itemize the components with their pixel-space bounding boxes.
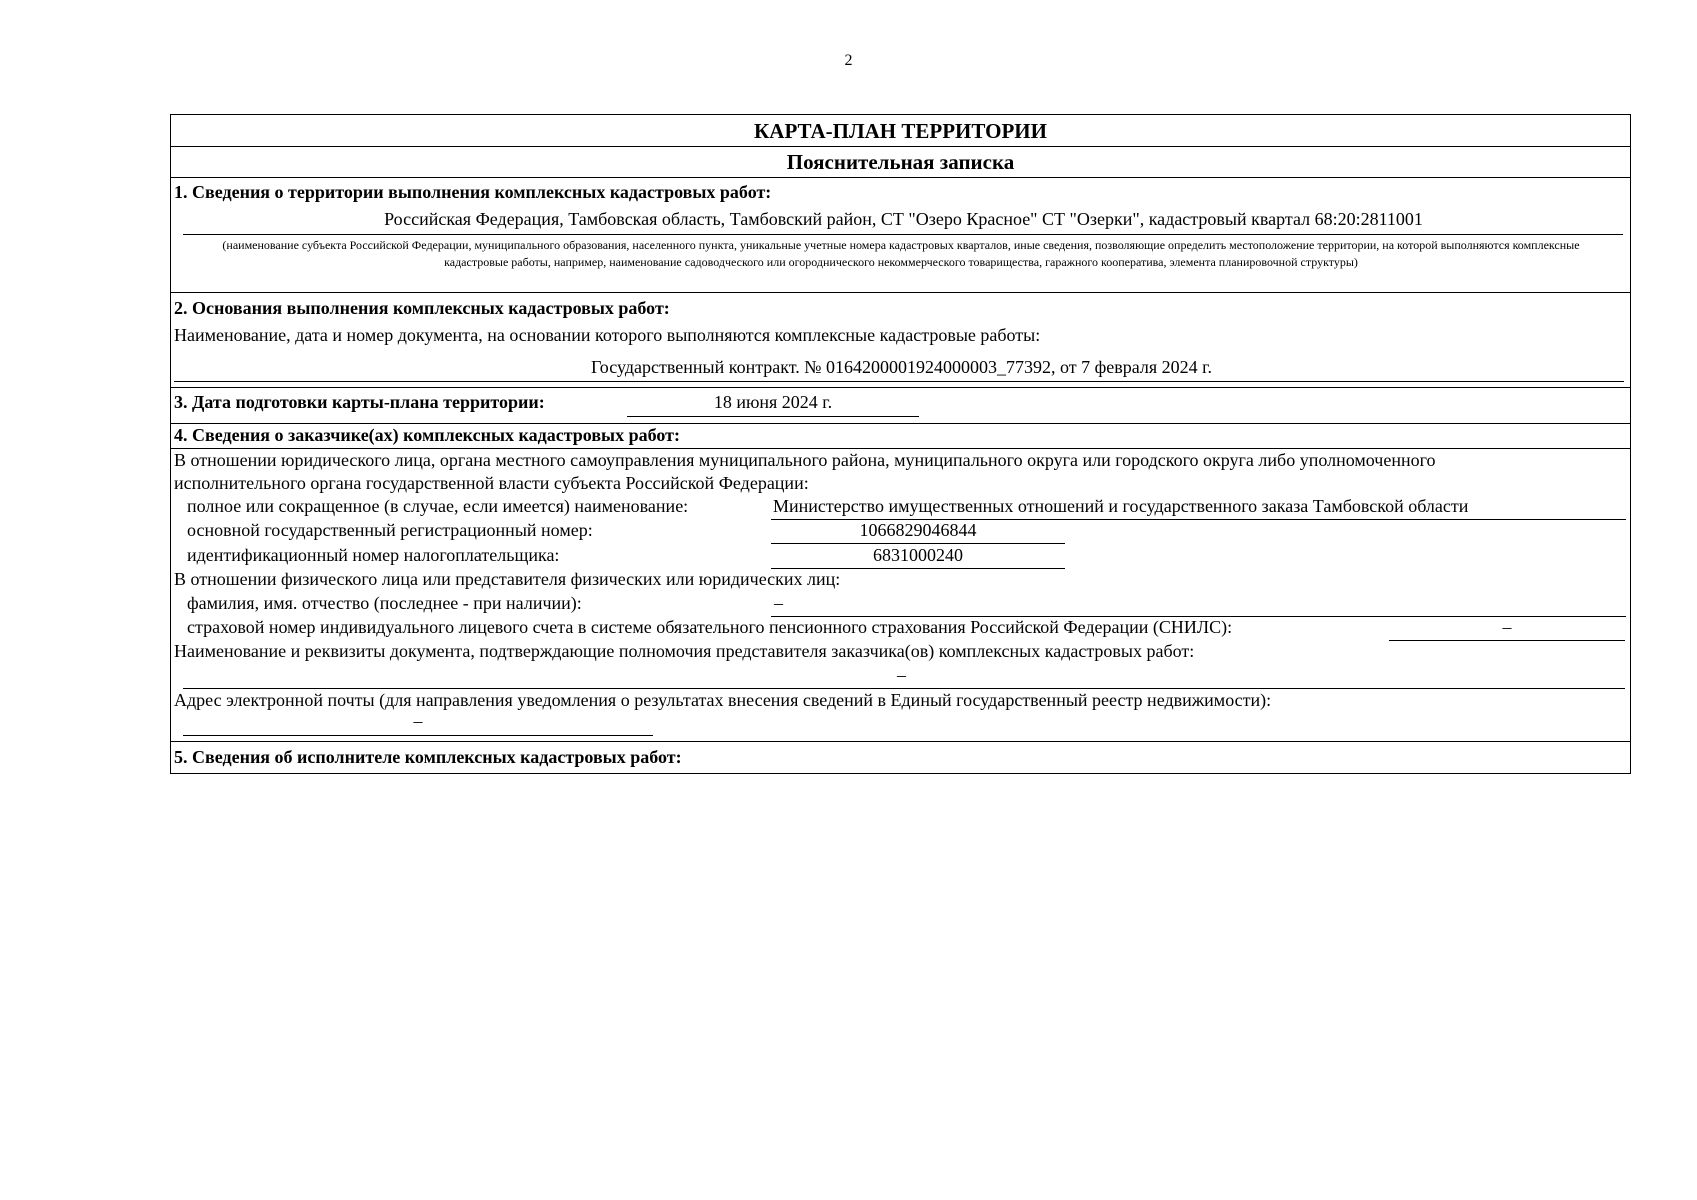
divider (171, 448, 1630, 449)
legal-intro-line1: В отношении юридического лица, органа местного самоуправления муниципального района, муниципального округа или городского округа либо уполномоченного (174, 450, 1436, 470)
underline (183, 735, 653, 736)
divider (171, 423, 1630, 424)
section4-heading: 4. Сведения о заказчике(ах) комплексных кадастровых работ: (174, 425, 680, 445)
form-subtitle: Пояснительная записка (786, 150, 1015, 174)
fio-value: – (774, 593, 783, 613)
email-label: Адрес электронной почты (для направления уведомления о результатах внесения сведений в Единый государственный реестр недвижимости): (174, 690, 1272, 710)
underline (627, 416, 919, 417)
underline (174, 381, 1624, 382)
section3-heading: 3. Дата подготовки карты-плана территории: (174, 392, 545, 412)
email-value: – (413, 711, 423, 731)
divider (171, 146, 1630, 147)
explanatory-note-form (170, 114, 1631, 774)
inn-value: 6831000240 (873, 545, 963, 565)
divider (171, 741, 1630, 742)
contract-value: Государственный контракт. № 0164200001924000003_77392, от 7 февраля 2024 г. (590, 357, 1213, 377)
person-intro: В отношении физического лица или представителя физических или юридических лиц: (174, 569, 841, 589)
legal-intro-line2: исполнительного органа государственной власти субъекта Российской Федерации: (174, 473, 809, 493)
customer-name-value: Министерство имущественных отношений и государственного заказа Тамбовской области (773, 496, 1469, 516)
divider (171, 387, 1630, 388)
underline (1389, 640, 1625, 641)
divider (171, 292, 1630, 293)
underline (183, 234, 1623, 235)
prep-date-value: 18 июня 2024 г. (713, 392, 833, 412)
authority-doc-label: Наименование и реквизиты документа, подтверждающие полномочия представителя заказчика(ов) комплексных кадастровых работ: (174, 641, 1195, 661)
territory-value: Российская Федерация, Тамбовская область, Тамбовский район, СТ "Озеро Красное" СТ "Озерки", кадастровый квартал 68:20:2811001 (384, 209, 1423, 229)
underline (771, 543, 1065, 544)
section2-heading: 2. Основания выполнения комплексных кадастровых работ: (174, 298, 670, 318)
customer-name-label: полное или сокращенное (в случае, если имеется) наименование: (187, 496, 689, 516)
section5-heading: 5. Сведения об исполнителе комплексных кадастровых работ: (174, 747, 682, 767)
section1-heading: 1. Сведения о территории выполнения комплексных кадастровых работ: (174, 182, 772, 202)
fio-label: фамилия, имя. отчество (последнее - при наличии): (187, 593, 582, 613)
basis-label: Наименование, дата и номер документа, на основании которого выполняются комплексные кадастровые работы: (174, 325, 1041, 345)
snils-value: – (1502, 617, 1512, 637)
territory-note: (наименование субъекта Российской Федерации, муниципального образования, населенного пункта, уникальные учетные номера кадастровых кварталов, иные сведения, позволяющие определить местоположение территории, на которой выполняются комплексные кадастровые работы, например, наименование садоводческого или огороднического некоммерческого товарищества, гаражного кооператива, элемента планировочной структуры) (222, 238, 1580, 269)
snils-label: страховой номер индивидуального лицевого счета в системе обязательного пенсионного страхования Российской Федерации (СНИЛС): (187, 617, 1233, 637)
inn-label: идентификационный номер налогоплательщика: (187, 545, 560, 565)
page-number: 2 (844, 52, 853, 69)
divider (171, 177, 1630, 178)
ogrn-label: основной государственный регистрационный номер: (187, 520, 593, 540)
form-title: КАРТА-ПЛАН ТЕРРИТОРИИ (754, 119, 1047, 143)
ogrn-value: 1066829046844 (859, 520, 977, 540)
underline (183, 688, 1625, 689)
authority-doc-value: – (897, 665, 906, 685)
